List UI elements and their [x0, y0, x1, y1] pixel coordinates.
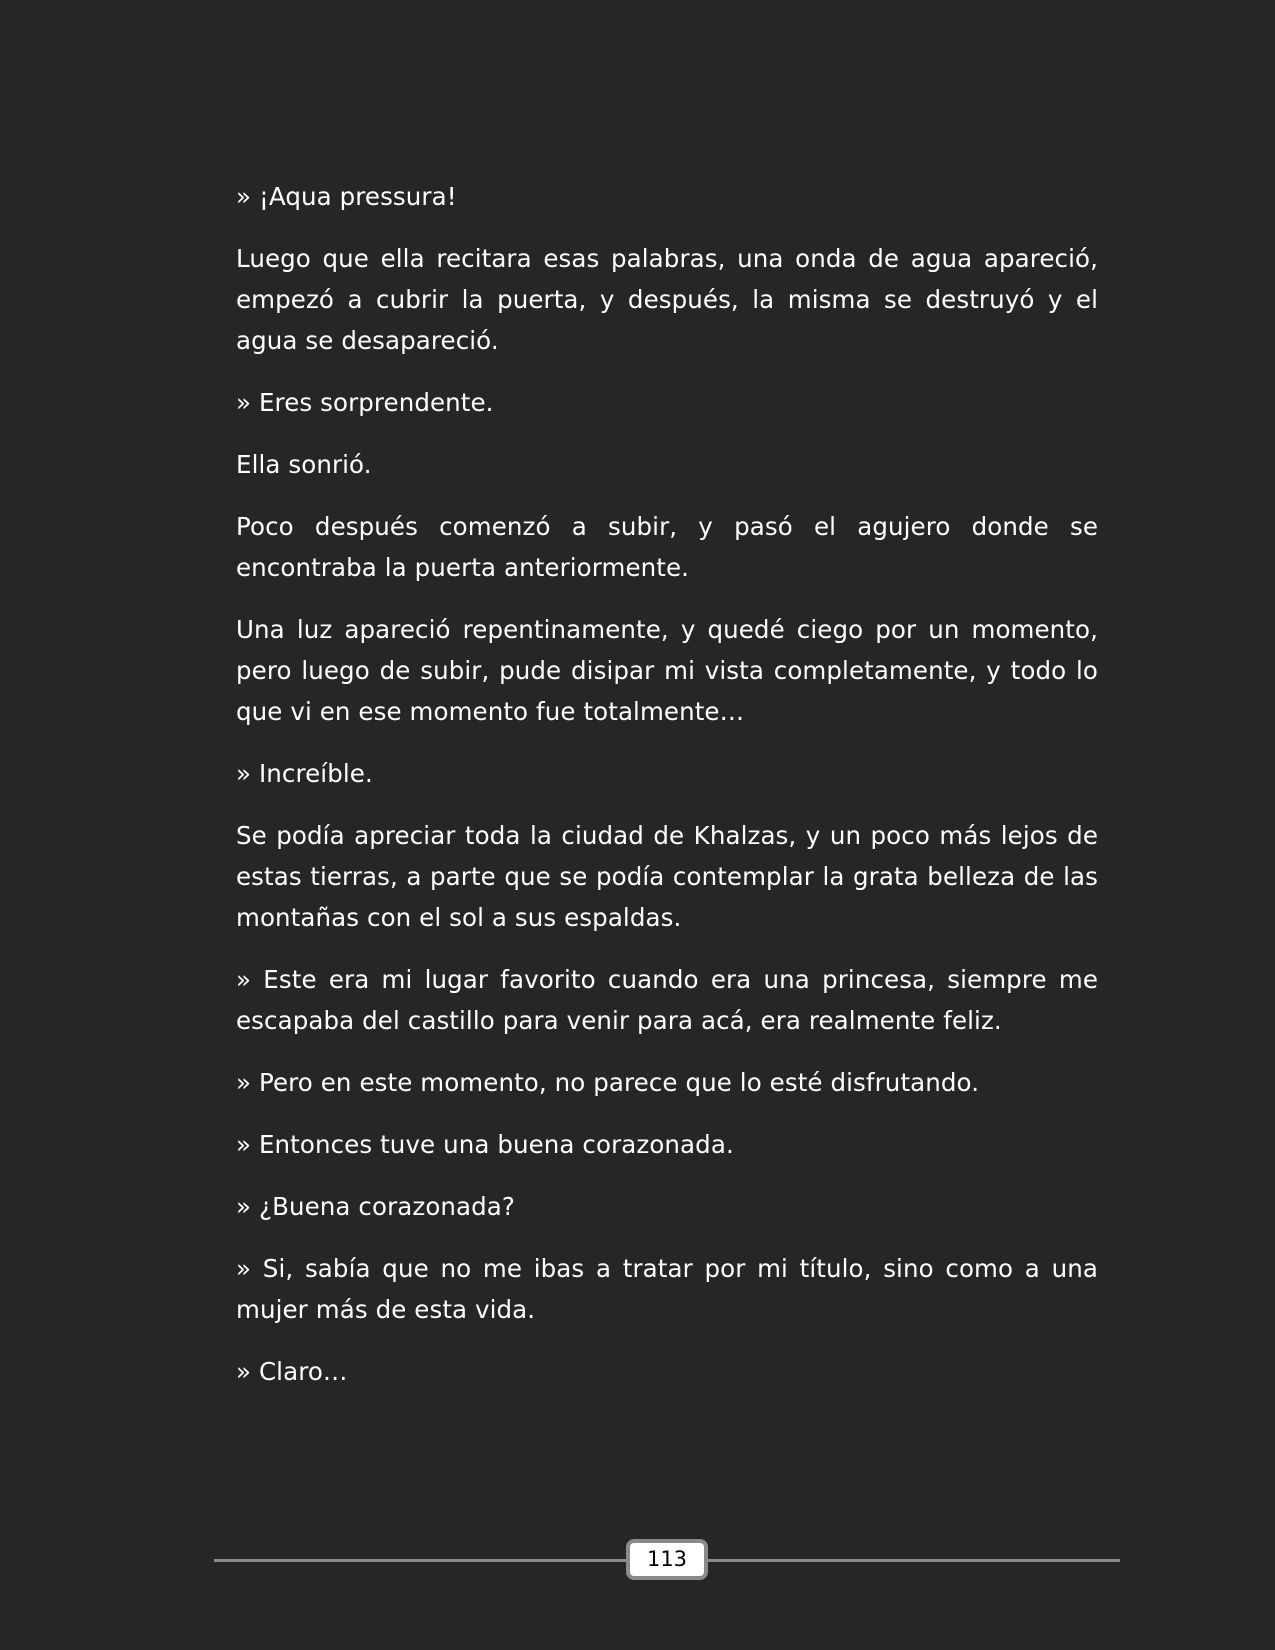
paragraph-2: Luego que ella recitara esas palabras, una onda de agua apareció, empezó a cubrir la puerta, y después, la misma se destruyó y el agua se desapareció. [236, 244, 1098, 355]
paragraph-11: » Entonces tuve una buena corazonada. [236, 1130, 734, 1159]
paragraph-10: » Pero en este momento, no parece que lo esté disfrutando. [236, 1068, 980, 1097]
paragraph-8: Se podía apreciar toda la ciudad de Khalzas, y un poco más lejos de estas tierras, a parte que se podía contemplar la grata belleza de las montañas con el sol a sus espaldas. [236, 821, 1098, 932]
paragraph-3: » Eres sorprendente. [236, 388, 494, 417]
paragraph-13: » Si, sabía que no me ibas a tratar por mi título, sino como a una mujer más de esta vida. [236, 1254, 1098, 1324]
paragraph-12: » ¿Buena corazonada? [236, 1192, 516, 1221]
page-number: 113 [646, 1547, 688, 1571]
paragraph-5: Poco después comenzó a subir, y pasó el agujero donde se encontraba la puerta anteriormente. [236, 512, 1098, 582]
paragraph-6: Una luz apareció repentinamente, y quedé ciego por un momento, pero luego de subir, pude disipar mi vista completamente, y todo lo que vi en ese momento fue totalmente… [236, 615, 1098, 726]
paragraph-14: » Claro… [236, 1357, 348, 1386]
page-number-badge [626, 1539, 708, 1580]
paragraph-4: Ella sonrió. [236, 450, 372, 479]
paragraph-7: » Increíble. [236, 759, 373, 788]
body-text [236, 176, 1098, 1413]
paragraph-9: » Este era mi lugar favorito cuando era una princesa, siempre me escapaba del castillo para venir para acá, era realmente feliz. [236, 965, 1098, 1035]
paragraph-1: » ¡Aqua pressura! [236, 182, 457, 211]
